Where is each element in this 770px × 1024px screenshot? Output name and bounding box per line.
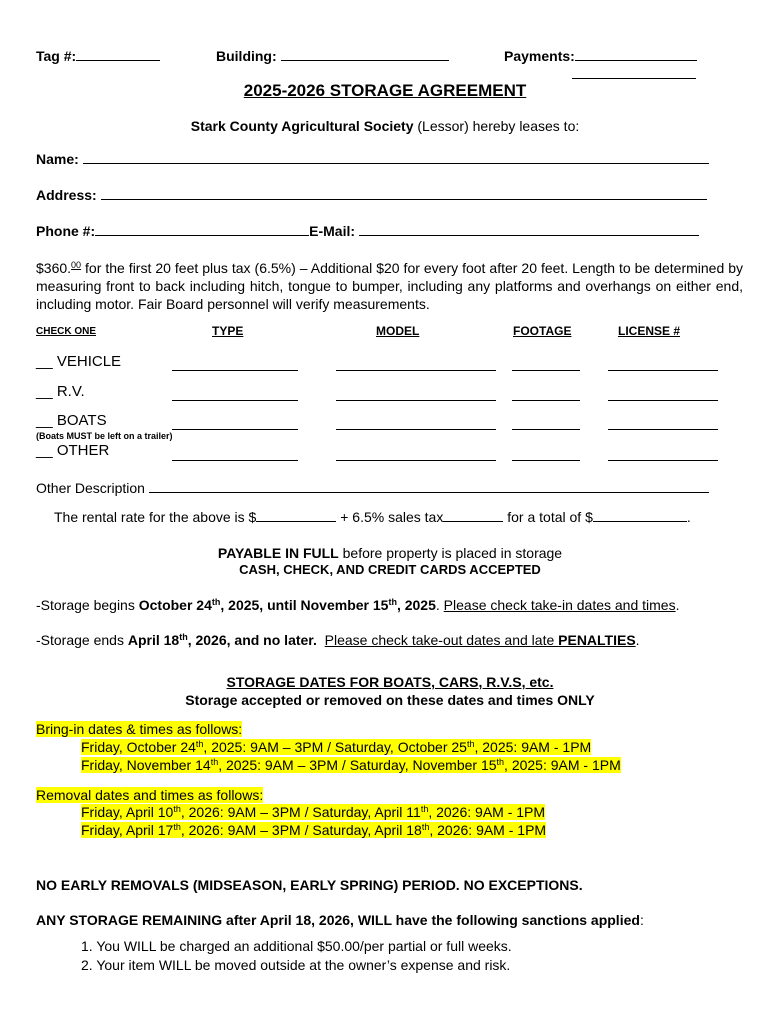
row-rv-type[interactable] (172, 400, 298, 401)
row-boats-label[interactable]: __ BOATS (36, 412, 107, 429)
address-label: Address: (36, 187, 97, 203)
rental-part2: + 6.5% sales tax (340, 509, 444, 525)
storage-ends-prefix: -Storage ends (36, 632, 128, 648)
row-boats-license[interactable] (608, 429, 718, 430)
name-label: Name: (36, 151, 79, 167)
row-other-type[interactable] (172, 460, 298, 461)
no-early-removals: NO EARLY REMOVALS (MIDSEASON, EARLY SPRING) PERIOD. NO EXCEPTIONS. (36, 877, 583, 893)
sanctions-heading-line (36, 912, 644, 928)
take-in-note: Please check take-in dates and times (443, 597, 676, 613)
payments-label: Payments: (504, 48, 575, 64)
name-field[interactable] (36, 151, 709, 167)
rental-line (54, 509, 691, 525)
other-description-blank[interactable] (149, 492, 709, 493)
take-out-note: Please check take-out dates and late (324, 632, 559, 648)
sanction-item-1: 1. You WILL be charged an additional $50.00/per partial or full weeks. (81, 938, 512, 954)
storage-ends-date: April 18 (127, 632, 180, 648)
boats-note: (Boats MUST be left on a trailer) (36, 431, 173, 441)
removal-1c: , 2026: 9AM - 1PM (428, 804, 546, 820)
removal-2b: , 2026: 9AM – 3PM / Saturday, April 18 (180, 822, 422, 838)
payments-field[interactable] (504, 48, 697, 64)
name-blank[interactable] (83, 163, 709, 164)
bring-in-line-1 (81, 739, 591, 755)
payments-blank-2[interactable] (572, 78, 696, 79)
bring-in-2b-sup: th (496, 757, 505, 767)
building-label: Building: (216, 48, 277, 64)
phone-blank[interactable] (95, 235, 309, 236)
bring-in-1a: Friday, October 24 (81, 739, 196, 755)
phone-field[interactable] (36, 223, 699, 239)
tag-field[interactable] (36, 48, 160, 64)
other-description-label: Other Description (36, 480, 145, 496)
row-other-footage[interactable] (512, 460, 580, 461)
payment-methods: CASH, CHECK, AND CREDIT CARDS ACCEPTED (239, 562, 541, 577)
row-rv-footage[interactable] (512, 400, 580, 401)
email-label: E-Mail: (309, 223, 356, 239)
payment-rest: before property is placed in storage (342, 545, 563, 561)
rental-part1: The rental rate for the above is $ (54, 509, 257, 525)
storage-begins: -Storage begins October 24th, 2025, until November 15th, 2025. Please check take-in dates and times. (36, 597, 680, 613)
bring-in-label: Bring-in dates & times as follows: (36, 721, 243, 737)
rate-paragraph (36, 259, 743, 313)
removal-2a: Friday, April 17 (81, 822, 174, 838)
sanction-item-2: 2. Your item WILL be moved outside at the owner’s expense and risk. (81, 957, 511, 973)
rate-price: $360. (36, 260, 72, 276)
address-field[interactable] (36, 187, 707, 203)
payment-bold: PAYABLE IN FULL (217, 545, 339, 561)
row-other-model[interactable] (336, 460, 496, 461)
row-boats-model[interactable] (336, 429, 496, 430)
storage-dates-subheading: Storage accepted or removed on these dates and times ONLY (185, 692, 595, 708)
building-blank[interactable] (281, 60, 449, 61)
bring-in-2c: , 2025: 9AM - 1PM (504, 757, 621, 773)
col-footage: FOOTAGE (513, 324, 572, 338)
row-vehicle-license[interactable] (608, 370, 718, 371)
removal-line-1 (81, 804, 545, 820)
bring-in-2a-sup: th (210, 757, 219, 767)
col-model: MODEL (376, 324, 420, 338)
email-blank[interactable] (359, 235, 699, 236)
storage-dates-heading: STORAGE DATES FOR BOATS, CARS, R.V.S, etc. (226, 674, 554, 690)
storage-ends-sup: th (179, 632, 188, 642)
bring-in-2a: Friday, November 14 (81, 757, 211, 773)
row-other-license[interactable] (608, 460, 718, 461)
removal-2a-sup: th (173, 822, 181, 832)
bring-in-1c: , 2025: 9AM - 1PM (474, 739, 592, 755)
row-rv-model[interactable] (336, 400, 496, 401)
rate-price-cents: 00 (71, 260, 82, 270)
storage-begins-date1: October 24 (138, 597, 212, 613)
row-boats-type[interactable] (172, 429, 298, 430)
other-description-field[interactable] (36, 480, 709, 496)
phone-label: Phone #: (36, 223, 96, 239)
lessor-suffix: (Lessor) hereby leases to: (417, 118, 580, 134)
row-vehicle-label[interactable]: __ VEHICLE (36, 353, 122, 370)
bring-in-1b-sup: th (466, 739, 475, 749)
row-rv-license[interactable] (608, 400, 718, 401)
bring-in-line-2 (81, 757, 621, 773)
building-field[interactable] (216, 48, 449, 64)
removal-1b: , 2026: 9AM – 3PM / Saturday, April 11 (180, 804, 421, 820)
sanctions-colon: : (639, 912, 644, 928)
storage-begins-prefix: -Storage begins (36, 597, 139, 613)
rental-part3: for a total of $ (507, 509, 593, 525)
removal-line-2 (81, 822, 546, 838)
tag-blank[interactable] (76, 60, 160, 61)
removal-2c: , 2026: 9AM - 1PM (429, 822, 547, 838)
total-blank[interactable] (593, 521, 687, 522)
row-other-label[interactable]: __ OTHER (36, 442, 110, 459)
sanctions-heading: ANY STORAGE REMAINING after April 18, 2026, WILL have the following sanctions applied (36, 912, 640, 928)
bring-in-1a-sup: th (195, 739, 204, 749)
sales-tax-blank[interactable] (443, 521, 503, 522)
tag-label: Tag #: (36, 48, 77, 64)
payment-line (0, 545, 770, 561)
row-vehicle-footage[interactable] (512, 370, 580, 371)
row-boats-footage[interactable] (512, 429, 580, 430)
storage-begins-year: , 2025 (396, 597, 436, 613)
payments-blank-1[interactable] (575, 60, 697, 61)
bring-in-2b: , 2025: 9AM – 3PM / Saturday, November 15 (218, 757, 497, 773)
row-vehicle-type[interactable] (172, 370, 298, 371)
penalties-word: PENALTIES (558, 632, 636, 648)
row-vehicle-model[interactable] (336, 370, 496, 371)
storage-begins-sup2: th (388, 597, 397, 607)
rate-body: for the first 20 feet plus tax (6.5%) – Additional $20 for every foot after 20 feet. Length to be determined by measuring front to back including hitch, tongue to bumper, including any platforms and overhangs on either end, including motor. Fair Board personnel will verify measurements. (36, 260, 743, 312)
storage-ends-rest: , 2026, and no later. (187, 632, 317, 648)
storage-begins-date2: , 2025, until November 15 (220, 597, 389, 613)
col-check-one: CHECK ONE (36, 326, 97, 337)
lessor-name: Stark County Agricultural Society (190, 118, 414, 134)
row-rv-label[interactable]: __ R.V. (36, 383, 85, 400)
storage-ends: -Storage ends April 18th, 2026, and no later. Please check take-out dates and late PENALTIES. (36, 632, 640, 648)
removal-1a: Friday, April 10 (81, 804, 174, 820)
address-blank[interactable] (101, 199, 707, 200)
col-type: TYPE (212, 324, 244, 338)
storage-begins-sup1: th (211, 597, 221, 607)
rental-rate-blank[interactable] (256, 521, 336, 522)
removal-2b-sup: th (421, 822, 430, 832)
removal-1b-sup: th (420, 804, 429, 814)
col-license: LICENSE # (618, 324, 681, 338)
page-title: 2025-2026 STORAGE AGREEMENT (243, 81, 527, 100)
removal-1a-sup: th (173, 804, 181, 814)
removal-label: Removal dates and times as follows: (36, 787, 264, 803)
lessor-line (0, 118, 770, 134)
bring-in-1b: , 2025: 9AM – 3PM / Saturday, October 25 (203, 739, 467, 755)
rental-part4: . (686, 509, 691, 525)
